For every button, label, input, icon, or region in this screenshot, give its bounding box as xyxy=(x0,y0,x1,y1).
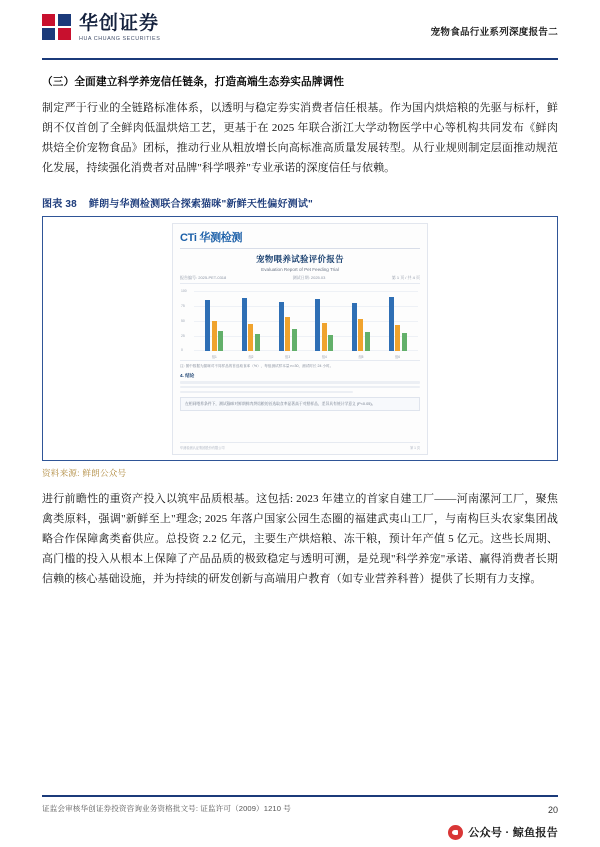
report-subtitle: Evaluation Report of Pet Feeding Trial xyxy=(261,267,339,273)
report-header xyxy=(180,229,420,249)
bar-group xyxy=(352,293,370,351)
report-body-lines xyxy=(180,381,420,393)
report-meta xyxy=(180,275,420,284)
y-tick-100: 100 xyxy=(181,289,187,294)
report-footer-left: 华测检测认证集团股份有限公司 xyxy=(180,446,225,451)
logo-text-en: HUA CHUANG SECURITIES xyxy=(79,35,161,42)
figure-block xyxy=(42,195,558,479)
company-logo xyxy=(42,14,160,42)
bar-group xyxy=(205,293,223,351)
y-tick-25: 25 xyxy=(181,334,185,339)
cti-logo: CTi 华测检测 xyxy=(180,232,243,245)
conclusion-box: 在相同喂养条件下，测试猫咪对鲜朗鲜肉烘焙粮的首选取食率显著高于对照样品，差异具有统计学意义 (P<0.05)。 xyxy=(180,397,420,411)
y-tick-75: 75 xyxy=(181,304,185,309)
page-number: 20 xyxy=(547,805,558,815)
report-meta-mid: 测试日期: 2025.03 xyxy=(292,275,326,281)
y-tick-0: 0 xyxy=(181,348,183,353)
report-bar-chart xyxy=(180,287,420,361)
x-label: 组5 xyxy=(358,355,364,360)
figure-frame xyxy=(42,216,558,461)
x-axis-labels xyxy=(196,354,416,359)
watermark-text: 公众号 · 鲸鱼报告 xyxy=(468,827,558,839)
x-label: 组2 xyxy=(248,355,254,360)
page-header xyxy=(0,0,600,62)
report-series-title: 宠物食品行业系列深度报告二 xyxy=(430,27,558,38)
report-footer-right: 第 1 页 xyxy=(410,446,420,451)
figure-source: 资料来源: 鲜朗公众号 xyxy=(42,468,127,479)
bar-group xyxy=(279,293,297,351)
bar-group xyxy=(242,293,260,351)
watermark xyxy=(448,824,558,840)
header-divider xyxy=(42,58,558,60)
logo-text-cn: 华创证券 xyxy=(79,13,160,34)
bar-groups xyxy=(196,293,416,351)
whale-icon xyxy=(448,825,463,840)
footer-disclaimer: 证监会审核华创证券投资咨询业务资格批文号: 证监许可（2009）1210 号 xyxy=(42,804,291,813)
footer-divider xyxy=(42,795,558,797)
paragraph-2: 进行前瞻性的重资产投入以筑牢品质根基。这包括: 2023 年建立的首家自建工厂——河南漯河工厂，聚焦禽类原料，强调"新鲜至上"理念; 2025 年落户国家公园生态圈的福建武夷山工厂，与南构巨头农家集团战略合作保障禽类畜供应。总投资 2.2 亿元，主要生产烘焙粮、冻干粮，预计年产值 5 亿元。这些长周期、高门槛的投入从根本上保障了产品品质的极致稳定与透明可溯，是兑现"科学养宠"承诺、赢得消费者长期信赖的核心基础设施，并为持续的研发创新与高端用户教育（如专业营养科普）提供了长期有力支撑。 xyxy=(42,493,558,586)
figure-caption xyxy=(42,195,558,210)
report-meta-right: 第 1 页 / 共 4 页 xyxy=(391,275,420,281)
x-label: 组4 xyxy=(321,355,327,360)
report-footer xyxy=(180,442,420,450)
section-heading: （三）全面建立科学养宠信任链条，打造高端生态券实品牌调性 xyxy=(42,76,345,88)
test-report-image xyxy=(172,223,428,455)
x-label: 组6 xyxy=(395,355,401,360)
figure-number: 图表 38 xyxy=(42,199,77,211)
figure-title: 鲜朗与华测检测联合探索猫咪"新鲜天性偏好测试" xyxy=(88,199,313,211)
chart-note: 注: 图中数据为猫咪对不同样品的首选取食率（%），每组测试样本量 n=30，测试时长 24 小时。 xyxy=(180,364,334,369)
report-title: 宠物喂养试验评价报告 xyxy=(256,254,344,265)
report-meta-left: 报告编号: 2025-PET-0318 xyxy=(180,275,227,281)
report-section-heading: 4. 结论 xyxy=(180,373,195,379)
page-content xyxy=(42,74,558,593)
huachuang-logo-icon xyxy=(42,14,72,41)
bar-group xyxy=(315,293,333,351)
bar-group xyxy=(389,293,407,351)
y-tick-50: 50 xyxy=(181,319,185,324)
paragraph-1: 制定严于行业的全链路标准体系，以透明与稳定券实消费者信任根基。作为国内烘焙粮的先驱与标杆，鲜朗不仅首创了全鲜肉低温烘焙工艺，更基于在 2025 年联合浙江大学动物医学中心等机构共同发布《鲜肉烘焙全价宠物食品》团标，推动行业从粗放增长向高标准高质量发展转型。从行业规则制定层面推动规范化发展，持续强化消费者对品牌"科学喂养"专业承诺的深度信任与依赖。 xyxy=(42,102,558,175)
x-label: 组3 xyxy=(285,355,291,360)
x-label: 组1 xyxy=(211,355,217,360)
